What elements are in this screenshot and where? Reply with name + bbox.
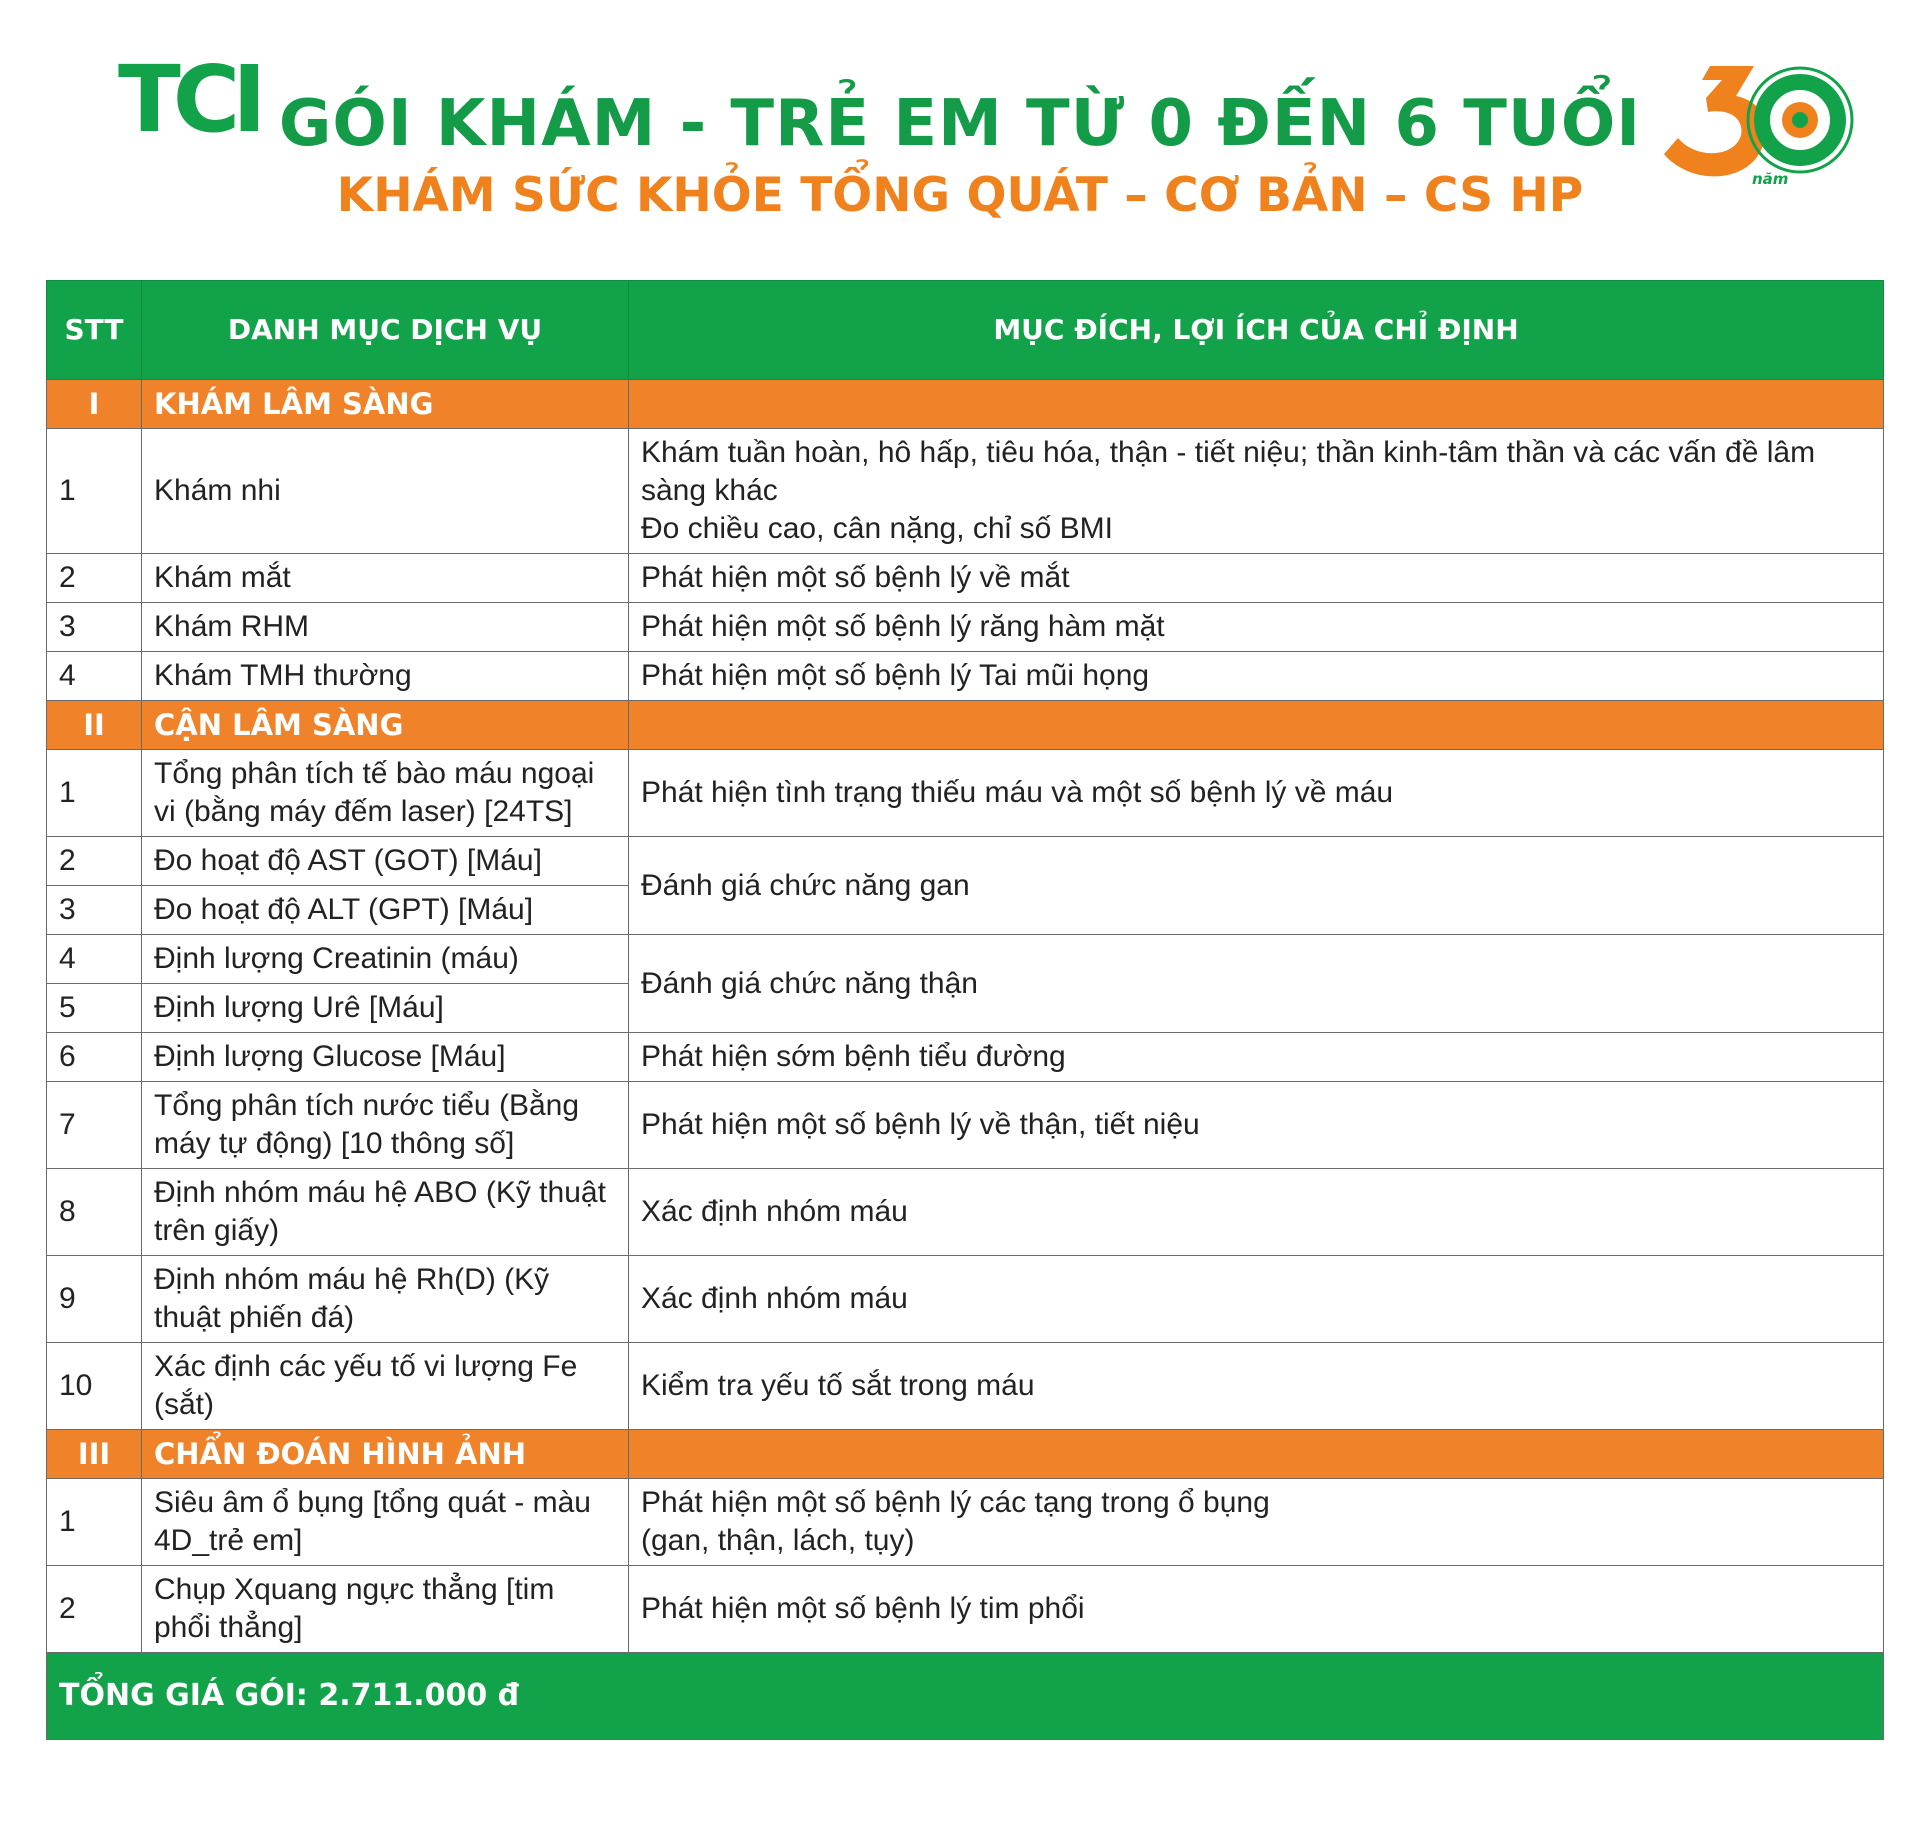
section-blank bbox=[629, 701, 1884, 750]
section-row-paraclinical bbox=[47, 701, 1884, 750]
row-stt: 10 bbox=[47, 1343, 142, 1430]
table-row bbox=[47, 1256, 1884, 1343]
total-price: TỔNG GIÁ GÓI: 2.711.000 đ bbox=[47, 1653, 1884, 1740]
row-stt: 6 bbox=[47, 1033, 142, 1082]
anniversary-badge-icon bbox=[1660, 52, 1860, 202]
section-title: KHÁM LÂM SÀNG bbox=[142, 380, 629, 429]
row-purpose: Đánh giá chức năng thận bbox=[629, 935, 1884, 1033]
table-row bbox=[47, 1082, 1884, 1169]
row-stt: 2 bbox=[47, 554, 142, 603]
row-stt: 8 bbox=[47, 1169, 142, 1256]
row-stt: 7 bbox=[47, 1082, 142, 1169]
badge-unit: năm bbox=[1752, 170, 1789, 188]
row-purpose-line: Phát hiện một số bệnh lý các tạng trong ổ bụng bbox=[641, 1486, 1270, 1519]
row-service: Khám TMH thường bbox=[142, 652, 629, 701]
table-row bbox=[47, 837, 1884, 886]
row-stt: 1 bbox=[47, 1479, 142, 1566]
row-service: Định nhóm máu hệ Rh(D) (Kỹ thuật phiến đá) bbox=[142, 1256, 629, 1343]
table-row bbox=[47, 554, 1884, 603]
tci-logo: TCI bbox=[118, 46, 259, 153]
row-stt: 2 bbox=[47, 837, 142, 886]
row-service: Tổng phân tích nước tiểu (Bằng máy tự động) [10 thông số] bbox=[142, 1082, 629, 1169]
row-purpose: Phát hiện một số bệnh lý về mắt bbox=[629, 554, 1884, 603]
section-blank bbox=[629, 1430, 1884, 1479]
row-purpose: Kiểm tra yếu tố sắt trong máu bbox=[629, 1343, 1884, 1430]
row-service: Khám nhi bbox=[142, 429, 629, 554]
row-purpose: Phát hiện một số bệnh lý tim phổi bbox=[629, 1566, 1884, 1653]
section-number: III bbox=[47, 1430, 142, 1479]
row-service: Đo hoạt độ ALT (GPT) [Máu] bbox=[142, 886, 629, 935]
row-stt: 2 bbox=[47, 1566, 142, 1653]
col-header-service: DANH MỤC DỊCH VỤ bbox=[142, 281, 629, 380]
table-row bbox=[47, 1479, 1884, 1566]
row-service: Định lượng Urê [Máu] bbox=[142, 984, 629, 1033]
section-row-clinical bbox=[47, 380, 1884, 429]
col-header-stt: STT bbox=[47, 281, 142, 380]
row-service: Định nhóm máu hệ ABO (Kỹ thuật trên giấy) bbox=[142, 1169, 629, 1256]
row-purpose: Đánh giá chức năng gan bbox=[629, 837, 1884, 935]
row-purpose: Xác định nhóm máu bbox=[629, 1256, 1884, 1343]
table-row bbox=[47, 652, 1884, 701]
row-service: Khám mắt bbox=[142, 554, 629, 603]
section-number: II bbox=[47, 701, 142, 750]
row-purpose-line-2: (gan, thận, lách, tụy) bbox=[641, 1524, 915, 1557]
row-stt: 4 bbox=[47, 652, 142, 701]
row-service: Đo hoạt độ AST (GOT) [Máu] bbox=[142, 837, 629, 886]
row-service: Khám RHM bbox=[142, 603, 629, 652]
table-row bbox=[47, 1343, 1884, 1430]
table-row bbox=[47, 750, 1884, 837]
row-purpose: Phát hiện một số bệnh lý răng hàm mặt bbox=[629, 603, 1884, 652]
col-header-purpose: MỤC ĐÍCH, LỢI ÍCH CỦA CHỈ ĐỊNH bbox=[629, 281, 1884, 380]
row-purpose: Phát hiện một số bệnh lý về thận, tiết niệu bbox=[629, 1082, 1884, 1169]
section-number: I bbox=[47, 380, 142, 429]
table-row bbox=[47, 1566, 1884, 1653]
section-title: CẬN LÂM SÀNG bbox=[142, 701, 629, 750]
row-purpose: Phát hiện sớm bệnh tiểu đường bbox=[629, 1033, 1884, 1082]
row-purpose: Xác định nhóm máu bbox=[629, 1169, 1884, 1256]
row-purpose-line-2: Đo chiều cao, cân nặng, chỉ số BMI bbox=[641, 512, 1113, 545]
table-row bbox=[47, 935, 1884, 984]
page-title: GÓI KHÁM - TRẺ EM TỪ 0 ĐẾN 6 TUỔI bbox=[278, 87, 1642, 161]
row-stt: 1 bbox=[47, 750, 142, 837]
table-row bbox=[47, 1169, 1884, 1256]
row-purpose bbox=[629, 1479, 1884, 1566]
section-title: CHẨN ĐOÁN HÌNH ẢNH bbox=[142, 1430, 629, 1479]
table-row bbox=[47, 1033, 1884, 1082]
table-row bbox=[47, 603, 1884, 652]
row-purpose bbox=[629, 429, 1884, 554]
row-stt: 4 bbox=[47, 935, 142, 984]
row-service: Tổng phân tích tế bào máu ngoại vi (bằng máy đếm laser) [24TS] bbox=[142, 750, 629, 837]
row-stt: 9 bbox=[47, 1256, 142, 1343]
section-row-imaging bbox=[47, 1430, 1884, 1479]
row-service: Chụp Xquang ngực thẳng [tim phổi thẳng] bbox=[142, 1566, 629, 1653]
row-service: Siêu âm ổ bụng [tổng quát - màu 4D_trẻ em] bbox=[142, 1479, 629, 1566]
table-row bbox=[47, 429, 1884, 554]
row-stt: 3 bbox=[47, 603, 142, 652]
row-purpose-line: Khám tuần hoàn, hô hấp, tiêu hóa, thận - tiết niệu; thần kinh-tâm thần và các vấn đề lâm sàng khác bbox=[641, 436, 1816, 507]
row-service: Định lượng Glucose [Máu] bbox=[142, 1033, 629, 1082]
header-titles bbox=[0, 87, 1920, 223]
page-subtitle: KHÁM SỨC KHỎE TỔNG QUÁT – CƠ BẢN – CS HP bbox=[336, 168, 1584, 223]
row-service: Định lượng Creatinin (máu) bbox=[142, 935, 629, 984]
total-row bbox=[47, 1653, 1884, 1740]
row-stt: 5 bbox=[47, 984, 142, 1033]
row-stt: 1 bbox=[47, 429, 142, 554]
row-purpose: Phát hiện một số bệnh lý Tai mũi họng bbox=[629, 652, 1884, 701]
row-service: Xác định các yếu tố vi lượng Fe (sắt) bbox=[142, 1343, 629, 1430]
table-header-row bbox=[47, 281, 1884, 380]
row-stt: 3 bbox=[47, 886, 142, 935]
row-purpose: Phát hiện tình trạng thiếu máu và một số bệnh lý về máu bbox=[629, 750, 1884, 837]
section-blank bbox=[629, 380, 1884, 429]
services-table bbox=[46, 280, 1884, 1740]
